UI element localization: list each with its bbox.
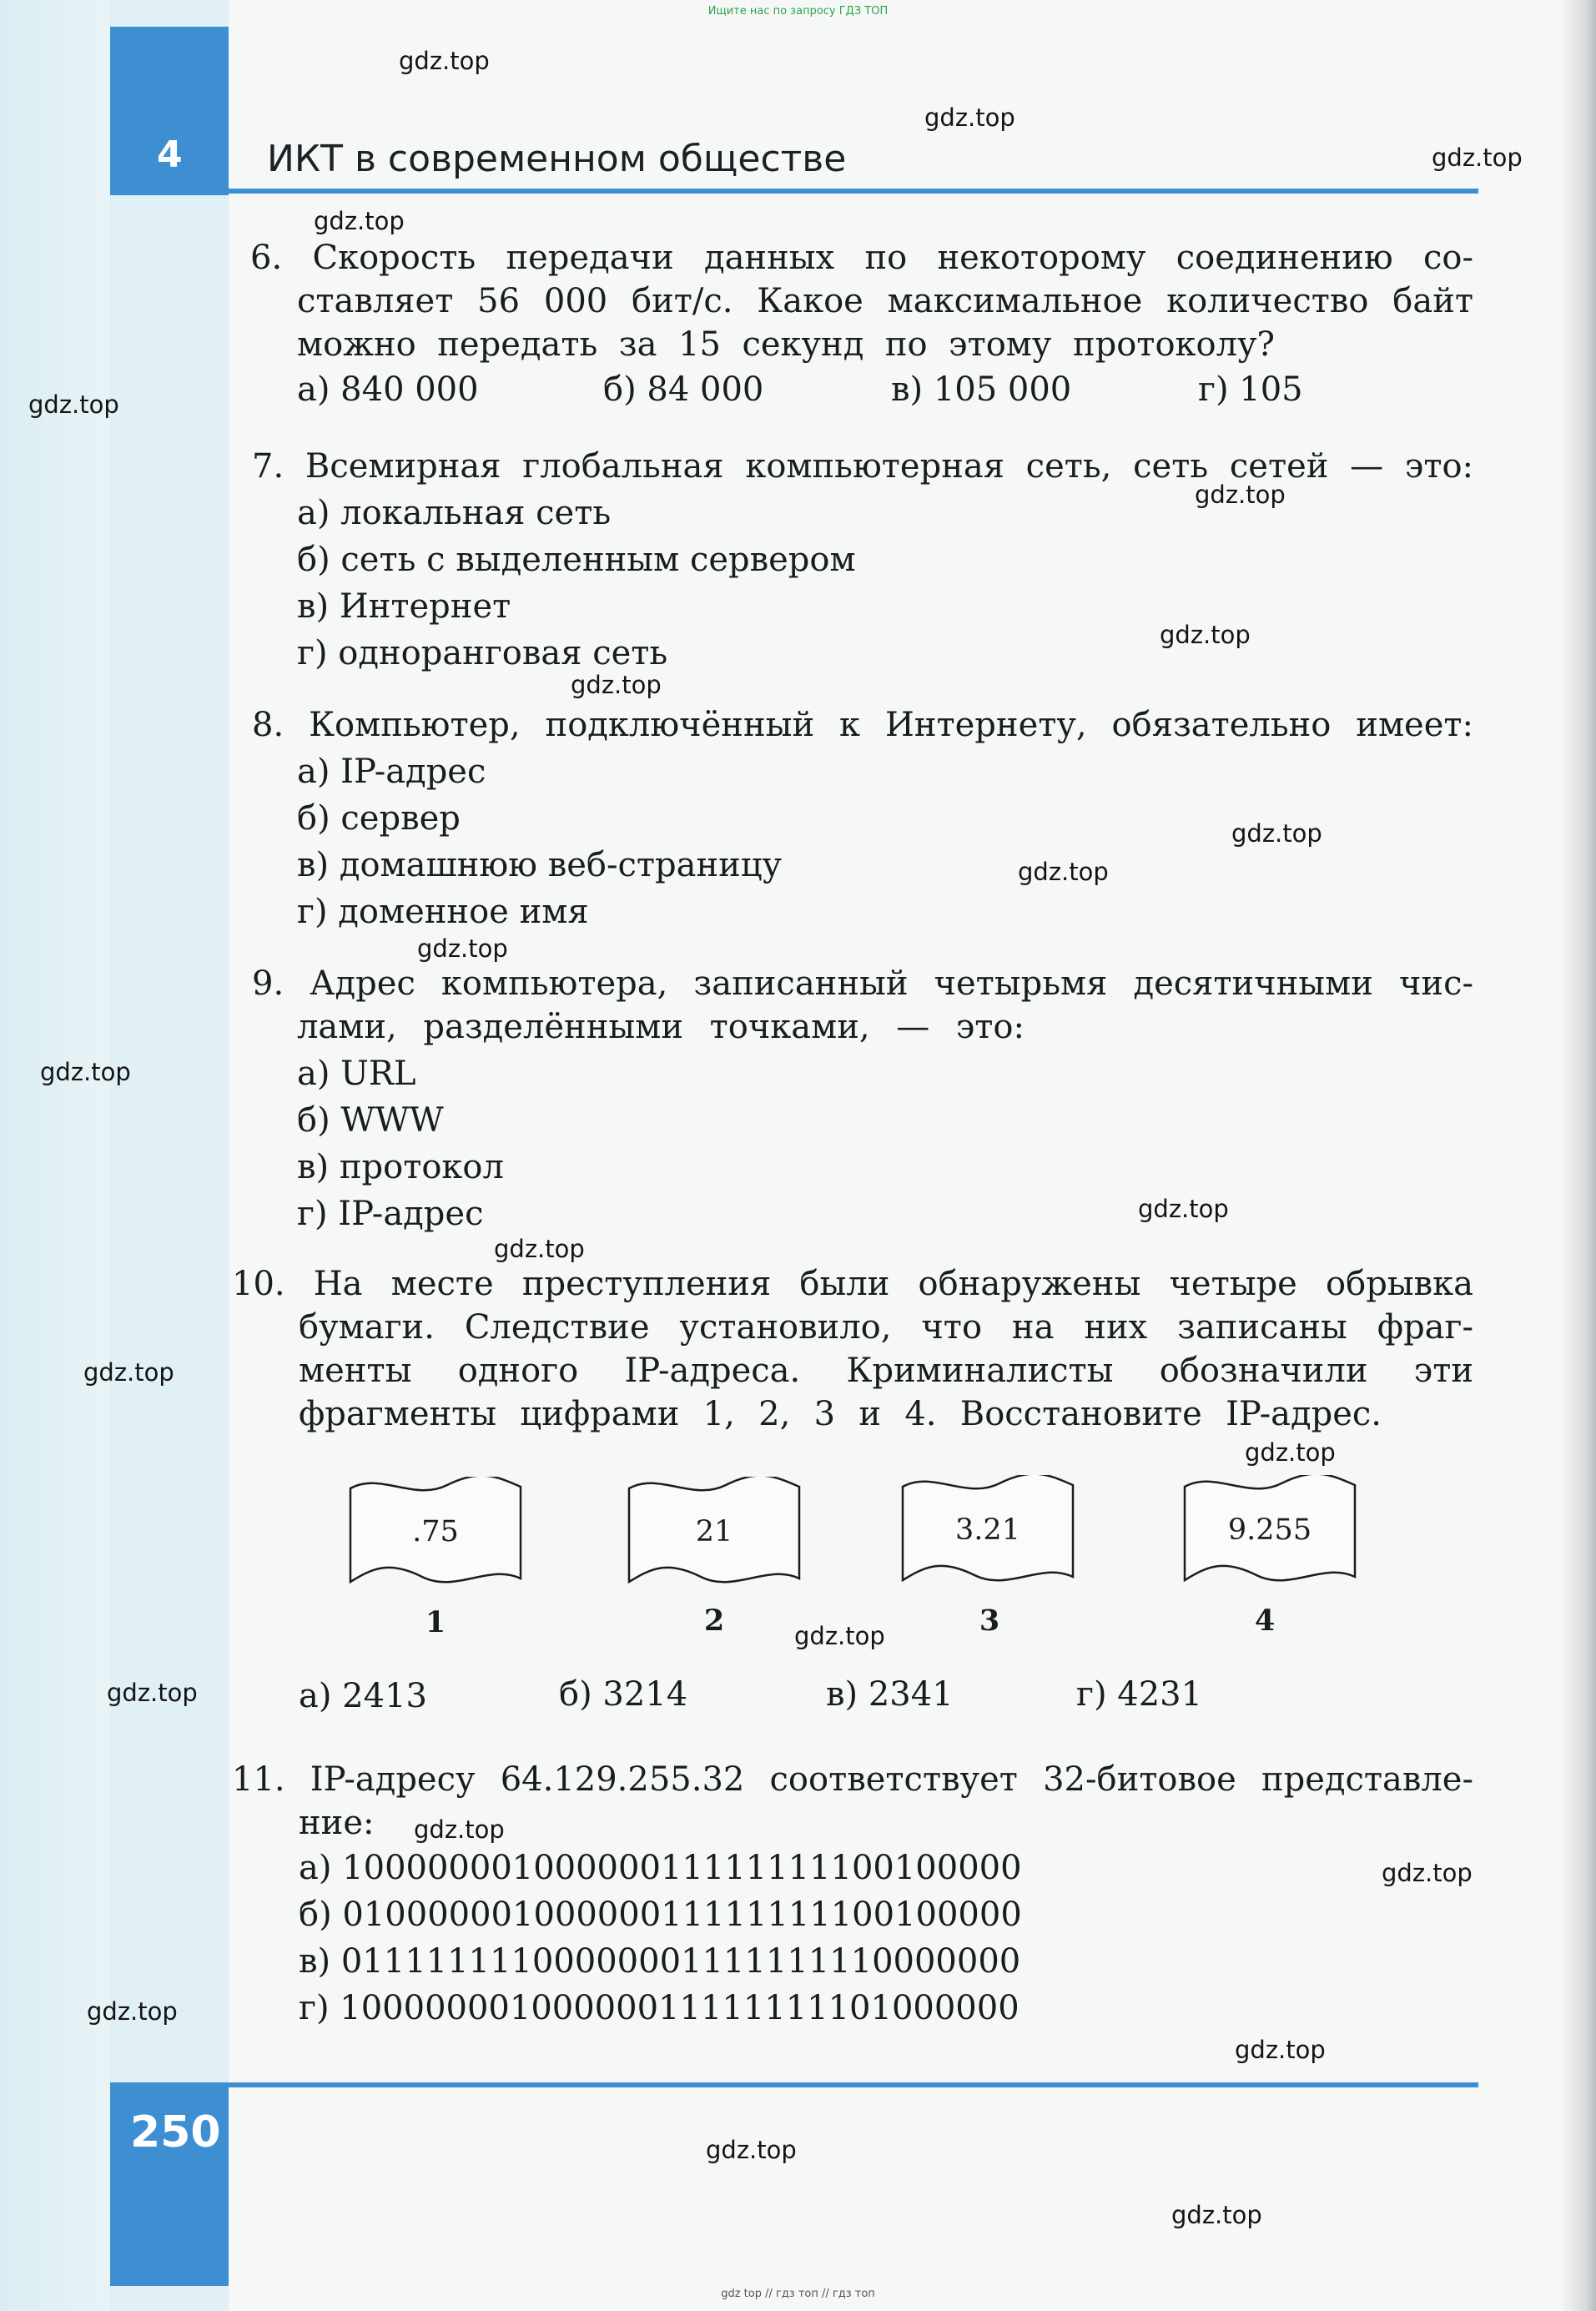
watermark: gdz.top — [1018, 858, 1109, 886]
question-6-option-a: а) 840 000 — [297, 370, 479, 409]
question-10-line-2: бумаги. Следствие установило, что на них записаны фраг- — [299, 1308, 1473, 1347]
watermark: gdz.top — [706, 2136, 797, 2164]
paper-scrap-2-number: 2 — [703, 1604, 725, 1638]
question-9-option-a: а) URL — [297, 1055, 416, 1093]
left-page-margin — [0, 0, 110, 2311]
question-10-line-4: фрагменты цифрами 1, 2, 3 и 4. Восстановите IP-адрес. — [299, 1395, 1382, 1433]
question-11-line-2: ние: — [299, 1804, 375, 1842]
watermark: gdz.top — [40, 1058, 131, 1086]
question-11-option-b: б) 01000000100000011111111100100000 — [299, 1896, 1022, 1934]
question-8-line-1: 8. Компьютер, подключённый к Интернету, обязательно имеет: — [252, 706, 1473, 744]
question-10-option-b: б) 3214 — [559, 1675, 688, 1714]
paper-scrap-4-number: 4 — [1254, 1604, 1276, 1638]
watermark: gdz.top — [107, 1679, 198, 1707]
question-8-option-d: г) доменное имя — [297, 893, 589, 931]
question-10-line-1: 10. На месте преступления были обнаружены четыре обрывка — [232, 1265, 1473, 1303]
paper-scrap-2-text: 21 — [695, 1515, 733, 1548]
left-color-band — [110, 0, 229, 2311]
question-9-line-2: лами, разделёнными точками, — это: — [297, 1008, 1025, 1046]
paper-scrap-1-number: 1 — [425, 1605, 446, 1639]
watermark: gdz.top — [1235, 2036, 1326, 2064]
header-rule — [229, 189, 1478, 194]
question-6-option-b: б) 84 000 — [603, 370, 764, 409]
question-9-line-1: 9. Адрес компьютера, записанный четырьмя десятичными чис- — [252, 964, 1473, 1003]
question-10-option-a: а) 2413 — [299, 1677, 427, 1715]
question-6-line-1: 6. Скорость передачи данных по некоторому соединению со- — [250, 239, 1473, 277]
watermark: gdz.top — [314, 207, 405, 235]
watermark: gdz.top — [87, 1997, 178, 2026]
watermark: gdz.top — [1160, 621, 1251, 649]
question-10-option-c: в) 2341 — [826, 1675, 954, 1714]
question-10-line-3: менты одного IP-адреса. Криминалисты обозначили эти — [299, 1352, 1473, 1390]
watermark: gdz.top — [1231, 819, 1322, 848]
watermark: gdz.top — [924, 103, 1015, 132]
page-number: 250 — [130, 2107, 221, 2157]
question-11-option-a: а) 10000000100000011111111100100000 — [299, 1849, 1022, 1887]
watermark: gdz.top — [794, 1622, 885, 1650]
running-header-title: ИКТ в современном обществе — [267, 138, 847, 180]
chapter-number: 4 — [157, 133, 183, 176]
question-9-option-d: г) IP-адрес — [297, 1195, 484, 1233]
question-9-option-b: б) WWW — [297, 1101, 444, 1140]
watermark: gdz.top — [83, 1358, 174, 1387]
footer-rule — [229, 2082, 1478, 2087]
watermark: gdz.top — [1138, 1195, 1229, 1223]
top-promo-text: Ищите нас по запросу ГДЗ ТОП — [707, 5, 889, 18]
question-11-line-1: 11. IP-адресу 64.129.255.32 соответствует 32-битовое представле- — [232, 1760, 1473, 1799]
question-7-option-b: б) сеть с выделенным сервером — [297, 541, 856, 579]
question-6-option-c: в) 105 000 — [891, 370, 1072, 409]
paper-scrap-3-text: 3.21 — [955, 1513, 1020, 1547]
question-11-option-c: в) 01111111100000001111111110000000 — [299, 1942, 1021, 1981]
question-7-line-1: 7. Всемирная глобальная компьютерная сеть, сеть сетей — это: — [252, 447, 1473, 486]
watermark: gdz.top — [1245, 1438, 1336, 1467]
watermark: gdz.top — [1195, 481, 1286, 509]
page-spine-shadow — [1563, 0, 1596, 2311]
watermark: gdz.top — [1432, 143, 1523, 172]
question-11-option-d: г) 10000000100000011111111101000000 — [299, 1989, 1020, 2027]
watermark: gdz.top — [399, 47, 490, 75]
question-7-option-d: г) одноранговая сеть — [297, 634, 668, 672]
watermark: gdz.top — [414, 1815, 505, 1844]
paper-scrap-1-text: .75 — [412, 1515, 459, 1548]
watermark: gdz.top — [28, 390, 119, 419]
watermark: gdz.top — [494, 1235, 585, 1263]
bottom-promo-text: gdz top // гдз топ // гдз топ — [721, 2288, 875, 2300]
question-6-option-d: г) 105 — [1198, 370, 1303, 409]
question-7-option-c: в) Интернет — [297, 587, 511, 626]
chapter-tab — [110, 27, 229, 195]
watermark: gdz.top — [571, 671, 662, 699]
watermark: gdz.top — [417, 934, 508, 963]
question-7-option-a: а) локальная сеть — [297, 494, 612, 532]
paper-scrap-4-text: 9.255 — [1227, 1513, 1312, 1547]
question-8-option-c: в) домашнюю веб-страницу — [297, 846, 783, 884]
watermark: gdz.top — [1171, 2201, 1262, 2229]
question-9-option-c: в) протокол — [297, 1148, 504, 1186]
watermark: gdz.top — [1382, 1859, 1473, 1887]
question-6-line-2: ставляет 56 000 бит/с. Какое максимальное количество байт — [297, 282, 1473, 320]
question-8-option-b: б) сервер — [297, 799, 461, 838]
paper-scrap-3-number: 3 — [979, 1604, 1000, 1638]
page-number-tab — [110, 2082, 229, 2286]
question-6-line-3: можно передать за 15 секунд по этому протоколу? — [297, 325, 1275, 364]
question-8-option-a: а) IP-адрес — [297, 753, 486, 791]
question-10-option-d: г) 4231 — [1076, 1675, 1203, 1714]
